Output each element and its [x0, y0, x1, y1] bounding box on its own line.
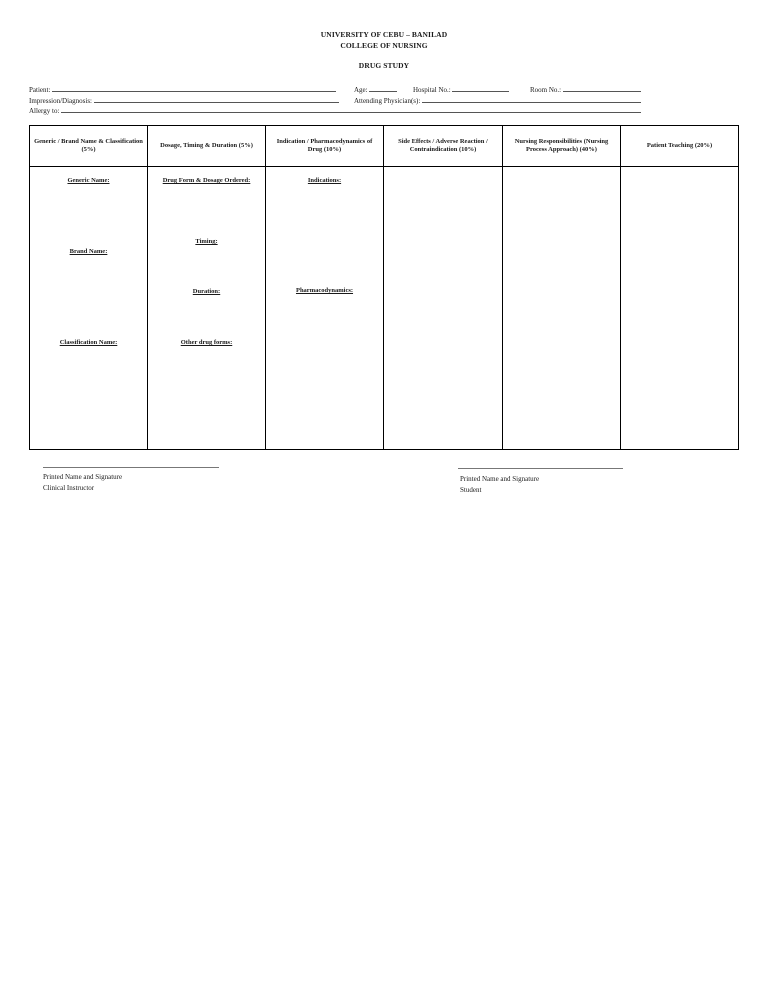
- cell-patient-teaching[interactable]: [621, 167, 739, 450]
- cell-dosage[interactable]: [148, 167, 266, 450]
- header-indication: Indication / Pharmacodynamics of Drug (10%): [266, 126, 384, 167]
- allergy-field-row[interactable]: [29, 105, 641, 115]
- instructor-role-label: Clinical Instructor: [43, 484, 95, 492]
- other-drug-forms-label: Other drug forms:: [180, 339, 233, 346]
- attending-field-line[interactable]: [422, 95, 641, 103]
- room-no-field-line[interactable]: [563, 84, 641, 92]
- patient-field-row[interactable]: [29, 84, 336, 94]
- duration-label: Duration:: [192, 288, 221, 295]
- attending-field-row[interactable]: [354, 95, 641, 105]
- indications-label: Indications:: [307, 177, 342, 184]
- student-signature-line[interactable]: [458, 468, 623, 469]
- timing-label: Timing:: [195, 238, 218, 245]
- form-title: DRUG STUDY: [358, 61, 410, 70]
- instructor-signature-line[interactable]: [43, 467, 219, 468]
- room-no-field-row[interactable]: [530, 84, 641, 94]
- student-printed-name-label: Printed Name and Signature: [460, 475, 540, 483]
- impression-field-line[interactable]: [94, 95, 339, 103]
- brand-name-label: Brand Name:: [69, 248, 108, 255]
- hospital-no-field-row[interactable]: [413, 84, 509, 94]
- allergy-field-line[interactable]: [61, 105, 641, 113]
- cell-indication[interactable]: [266, 167, 384, 450]
- cell-side-effects[interactable]: [384, 167, 503, 450]
- classification-name-label: Classification Name:: [59, 339, 118, 346]
- impression-field-row[interactable]: [29, 95, 339, 105]
- dosage-ordered-label: Drug Form & Dosage Ordered:: [162, 177, 251, 184]
- college-name: COLLEGE OF NURSING: [340, 41, 428, 50]
- header-patient-teaching: Patient Teaching (20%): [621, 126, 739, 167]
- generic-name-label: Generic Name:: [67, 177, 110, 184]
- age-field-row[interactable]: [354, 84, 397, 94]
- attending-label: Attending Physician(s):: [354, 97, 421, 105]
- header-nursing-responsibilities: Nursing Responsibilities (Nursing Process Approach) (40%): [503, 126, 621, 167]
- header-dosage: Dosage, Timing & Duration (5%): [148, 126, 266, 167]
- table-body-row: [30, 167, 739, 450]
- patient-label: Patient:: [29, 86, 51, 94]
- cell-generic-brand[interactable]: [30, 167, 148, 450]
- drug-study-table: [29, 125, 739, 450]
- age-label: Age:: [354, 86, 368, 94]
- table-header-row: [30, 126, 739, 167]
- room-no-label: Room No.:: [530, 86, 562, 94]
- impression-label: Impression/Diagnosis:: [29, 97, 92, 105]
- header-generic-brand: Generic / Brand Name & Classification (5%): [30, 126, 148, 167]
- pharmacodynamics-label: Pharmacodynamics:: [295, 287, 354, 294]
- age-field-line[interactable]: [369, 84, 397, 92]
- student-role-label: Student: [460, 486, 482, 494]
- hospital-no-field-line[interactable]: [452, 84, 509, 92]
- cell-nursing-responsibilities[interactable]: [503, 167, 621, 450]
- university-name: UNIVERSITY OF CEBU – BANILAD: [320, 30, 448, 39]
- student-signature-block: [460, 474, 539, 496]
- instructor-printed-name-label: Printed Name and Signature: [43, 473, 123, 481]
- hospital-no-label: Hospital No.:: [413, 86, 451, 94]
- allergy-label: Allergy to:: [29, 107, 60, 115]
- patient-field-line[interactable]: [52, 84, 336, 92]
- instructor-signature-block: [43, 472, 122, 494]
- header-side-effects: Side Effects / Adverse Reaction / Contraindication (10%): [384, 126, 503, 167]
